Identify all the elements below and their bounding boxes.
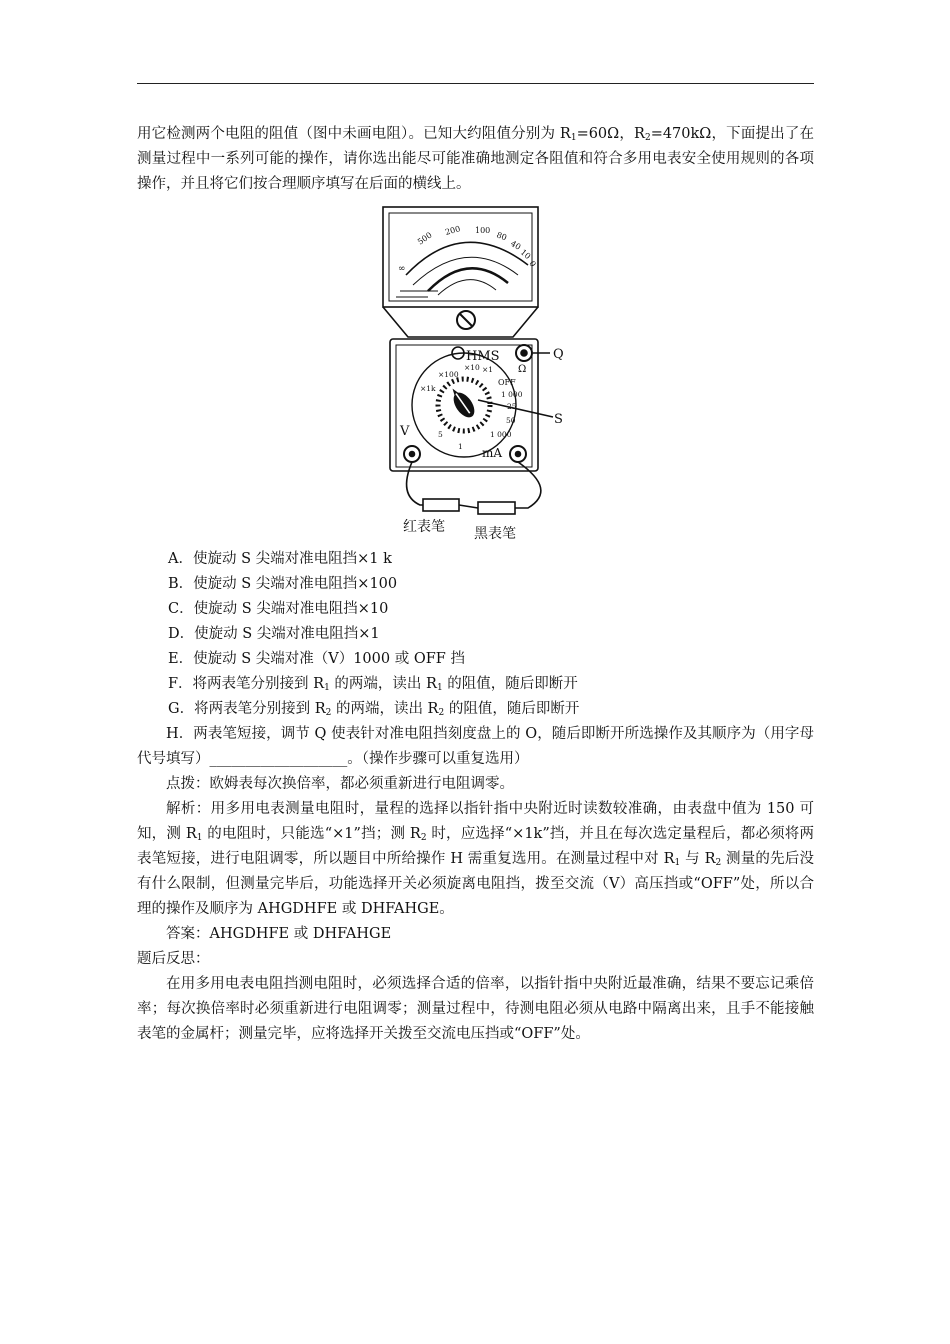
scale-label: 100 — [475, 226, 491, 235]
probe-join-line — [459, 505, 478, 508]
v-jack-center — [410, 452, 415, 457]
range-label: 1 — [458, 442, 463, 451]
option-e: E．使旋动 S 尖端对准（V）1000 或 OFF 挡 — [168, 651, 465, 667]
subscript: 1 — [674, 858, 681, 868]
option-c: C．使旋动 S 尖端对准电阻挡×10 — [168, 601, 389, 617]
hms-label: HMS — [466, 349, 500, 364]
q-label: Q — [553, 347, 564, 362]
meter-face-outline — [383, 207, 538, 307]
analysis-paragraph — [137, 797, 814, 922]
screw-slot — [460, 314, 472, 326]
subscript: 1 — [324, 683, 330, 693]
subscript: 1 — [436, 683, 443, 693]
analysis-text: 与 R — [680, 851, 716, 867]
subscript: 1 — [196, 833, 203, 843]
scale-label: 40 — [509, 238, 523, 252]
black-probe-label: 黑表笔 — [474, 526, 516, 542]
multimeter-figure — [378, 205, 578, 545]
range-label: OFF — [498, 378, 516, 387]
answer-text: 答案：AHGDHFE 或 DHFAHGE — [166, 926, 392, 942]
range-label: 25 — [507, 402, 517, 411]
option-g-text: G．将两表笔分别接到 R — [168, 701, 326, 717]
scale-lines — [396, 291, 438, 297]
subscript: 2 — [438, 708, 445, 718]
meter-neck — [383, 307, 538, 337]
option-h: H．两表笔短接，调节 Q 使表针对准电阻挡刻度盘上的 O，随后即断开所选操作及其顺序为（用字母代号填写）___________________。（操作步骤可以重复选用） — [137, 726, 814, 767]
scale-label: 200 — [444, 224, 462, 237]
option-b: B．使旋动 S 尖端对准电阻挡×100 — [168, 576, 398, 592]
ma-label: mA — [482, 446, 503, 460]
analysis-text: 解析：用多用电表测量电阻时，量程的选择以指针指中央附近时读数较准确，由表盘中值为 150 可知，测 R — [137, 801, 814, 842]
ohm-label: Ω — [518, 364, 527, 375]
q-knob-center — [521, 350, 527, 356]
options-list — [137, 547, 814, 1047]
header-rule — [137, 83, 814, 84]
meter-face-inner — [389, 213, 532, 301]
option-f-text: 的阻值，随后即断开 — [442, 676, 578, 692]
scale-arc-outer — [406, 242, 528, 275]
hint-text: 点拨：欧姆表每次换倍率，都必须重新进行电阻调零。 — [166, 776, 514, 792]
black-probe-icon — [478, 502, 515, 514]
red-probe-wire — [407, 462, 423, 505]
option-f — [137, 672, 814, 697]
option-d: D．使旋动 S 尖端对准电阻挡×1 — [168, 626, 380, 642]
range-label: ×100 — [438, 370, 459, 379]
option-g-text: 的两端，读出 R — [331, 701, 439, 717]
reflection-paragraph: 在用多用电表电阻挡测电阻时，必须选择合适的倍率，以指针指中央附近最准确，结果不要忘记乘倍率；每次换倍率时必须重新进行电阻调零；测量过程中，待测电阻必须从电路中隔离出来，且手不能接触表笔的金属杆；测量完毕，应将选择开关拨至交流电压挡或“OFF”处。 — [137, 976, 814, 1042]
subscript: 2 — [325, 708, 332, 718]
analysis-text: 测量的先后没有什么限制，但测量完毕后，功能选择开关必须旋离电阻挡，拨至交流（V）高压挡或“OFF”处，所以合理的操作及顺序为 AHGDHFE 或 DHFAHGE。 — [137, 851, 815, 917]
subscript: 2 — [420, 833, 427, 843]
subscript: 1 — [570, 133, 577, 143]
range-label: 50 — [506, 416, 516, 425]
range-label: ×1 — [482, 365, 494, 374]
option-a: A．使旋动 S 尖端对准电阻挡×1 k — [168, 551, 392, 567]
range-label: ×10 — [464, 363, 480, 372]
s-label: S — [554, 412, 563, 427]
selector-knob — [446, 384, 479, 421]
scale-label: 0 — [527, 259, 538, 269]
analysis-text: 的电阻时，只能选“×1”挡；测 R — [202, 826, 421, 842]
multimeter-diagram — [378, 205, 578, 545]
range-label: ×1k — [420, 384, 436, 393]
intro-paragraph — [137, 122, 814, 197]
option-g — [137, 697, 814, 722]
intro-text-2: =60Ω，R — [576, 126, 645, 142]
option-f-text: 的两端，读出 R — [329, 676, 437, 692]
black-probe-wire — [515, 462, 541, 508]
range-label: 1 000 — [501, 390, 523, 399]
ma-jack-center — [516, 452, 521, 457]
intro-text-3: =470kΩ，下面提出了在测量过程中一系列可能的操作，请你选出能尽可能准确地测定各阻值和符合多用电表安全使用规则的各项操作，并且将它们按合理顺序填写在后面的横线上。 — [137, 126, 814, 192]
scale-label: 80 — [495, 230, 508, 243]
scale-label: ∞ — [398, 264, 406, 274]
intro-text-1: 用它检测两个电阻的阻值（图中未画电阻）。已知大约阻值分别为 R — [137, 126, 571, 142]
red-probe-icon — [423, 499, 459, 511]
option-g-text: 的阻值，随后即断开 — [444, 701, 580, 717]
option-f-text: F．将两表笔分别接到 R — [168, 676, 325, 692]
range-label: 1 000 — [490, 430, 512, 439]
analysis-text: 时，应选择“×1k”挡，并且在每次选定量程后，都必须将两表笔短接，进行电阻调零，所以题目中所给操作 H 需重复选用。在测量过程中对 R — [137, 826, 814, 867]
scale-arc-2 — [413, 257, 518, 285]
subscript: 2 — [644, 133, 651, 143]
red-probe-label: 红表笔 — [403, 519, 445, 535]
v-label: V — [400, 424, 410, 439]
scale-arc-4 — [438, 280, 496, 295]
reflection-title: 题后反思： — [137, 951, 210, 967]
scale-label: 10 — [518, 247, 533, 262]
scale-label: 500 — [415, 230, 434, 247]
range-label: 5 — [438, 430, 443, 439]
subscript: 2 — [715, 858, 722, 868]
